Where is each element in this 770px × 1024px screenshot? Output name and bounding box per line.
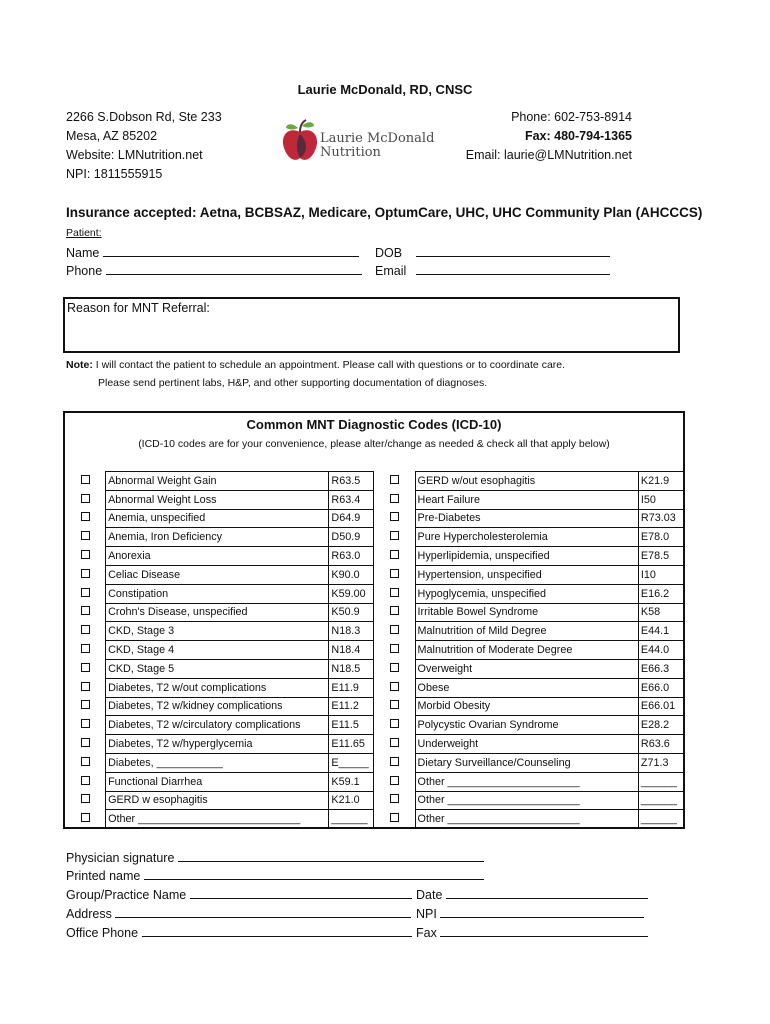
left-icd-code: E11.65	[329, 735, 374, 754]
printed-name-line[interactable]	[144, 867, 484, 880]
right-checkbox[interactable]	[374, 547, 415, 566]
code-row	[65, 528, 683, 547]
left-icd-code: E11.2	[329, 697, 374, 716]
right-icd-code: E78.0	[638, 528, 683, 547]
right-icd-code: E66.0	[638, 678, 683, 697]
patient-email-field[interactable]	[375, 262, 610, 278]
checkbox[interactable]	[390, 588, 399, 597]
code-row	[65, 641, 683, 660]
codes-subtitle: (ICD-10 codes are for your convenience, please alter/change as needed & check all that apply below)	[138, 438, 610, 450]
right-diagnosis: Obese	[415, 678, 638, 697]
physician-signature-field[interactable]	[66, 849, 484, 865]
nutrition-logo	[280, 116, 435, 166]
code-row	[65, 565, 683, 584]
right-diagnosis: Heart Failure	[415, 490, 638, 509]
left-diagnosis: CKD, Stage 3	[106, 622, 329, 641]
apple-icon	[280, 118, 320, 164]
email-label: Email	[375, 264, 407, 278]
left-icd-code: N18.4	[329, 641, 374, 660]
right-checkbox[interactable]	[374, 472, 415, 491]
checkbox[interactable]	[81, 588, 90, 597]
left-diagnosis: Abnormal Weight Loss	[106, 490, 329, 509]
left-icd-code: E11.5	[329, 716, 374, 735]
left-diagnosis: GERD w esophagitis	[106, 791, 329, 810]
email-address: Email: laurie@LMNutrition.net	[465, 148, 632, 162]
group-practice-field[interactable]	[66, 886, 412, 902]
fax-field[interactable]	[416, 924, 648, 940]
checkbox[interactable]	[81, 794, 90, 803]
right-diagnosis: Malnutrition of Moderate Degree	[415, 641, 638, 660]
note-line-1	[66, 359, 565, 371]
date-line[interactable]	[446, 886, 648, 899]
left-checkbox[interactable]	[65, 490, 106, 509]
left-icd-code: R63.0	[329, 547, 374, 566]
left-checkbox[interactable]	[65, 791, 106, 810]
left-checkbox[interactable]	[65, 528, 106, 547]
right-icd-code: ______	[638, 772, 683, 791]
left-icd-code: E11.9	[329, 678, 374, 697]
left-diagnosis: Diabetes, T2 w/kidney complications	[106, 697, 329, 716]
checkbox[interactable]	[390, 776, 399, 785]
right-icd-code: E16.2	[638, 584, 683, 603]
physician-signature-line[interactable]	[178, 849, 484, 862]
referral-reason-box[interactable]	[63, 297, 680, 353]
note-text-1: I will contact the patient to schedule an appointment. Please call with questions or to coordinate care.	[92, 359, 566, 371]
left-checkbox[interactable]	[65, 810, 106, 828]
checkbox[interactable]	[81, 682, 90, 691]
left-icd-code: D50.9	[329, 528, 374, 547]
checkbox[interactable]	[81, 738, 90, 747]
left-checkbox[interactable]	[65, 678, 106, 697]
left-diagnosis: Other ___________________________	[106, 810, 329, 828]
right-checkbox[interactable]	[374, 735, 415, 754]
npi-field[interactable]	[416, 905, 644, 921]
checkbox[interactable]	[390, 700, 399, 709]
left-diagnosis: Anemia, unspecified	[106, 509, 329, 528]
left-icd-code: D64.9	[329, 509, 374, 528]
code-row	[65, 547, 683, 566]
checkbox[interactable]	[81, 512, 90, 521]
code-row	[65, 622, 683, 641]
office-phone-label: Office Phone	[66, 926, 139, 940]
left-diagnosis: Anorexia	[106, 547, 329, 566]
right-checkbox[interactable]	[374, 622, 415, 641]
left-checkbox[interactable]	[65, 603, 106, 622]
left-checkbox[interactable]	[65, 659, 106, 678]
code-row	[65, 791, 683, 810]
address-field[interactable]	[66, 905, 411, 921]
code-row	[65, 735, 683, 754]
diagnostic-codes-section	[63, 411, 685, 829]
left-checkbox[interactable]	[65, 697, 106, 716]
printed-name-field[interactable]	[66, 867, 484, 883]
checkbox[interactable]	[390, 663, 399, 672]
printed-name-label: Printed name	[66, 869, 141, 883]
checkbox[interactable]	[390, 794, 399, 803]
right-diagnosis: Other ______________________	[415, 772, 638, 791]
right-icd-code: E66.3	[638, 659, 683, 678]
left-diagnosis: CKD, Stage 5	[106, 659, 329, 678]
checkbox[interactable]	[81, 531, 90, 540]
right-icd-code: Z71.3	[638, 753, 683, 772]
code-row	[65, 716, 683, 735]
right-diagnosis: Morbid Obesity	[415, 697, 638, 716]
logo-text-name: Laurie McDonald	[320, 131, 435, 146]
right-checkbox[interactable]	[374, 641, 415, 660]
group-practice-label: Group/Practice Name	[66, 888, 187, 902]
left-icd-code: K59.00	[329, 584, 374, 603]
right-diagnosis: Hypertension, unspecified	[415, 565, 638, 584]
left-icd-code: N18.3	[329, 622, 374, 641]
left-diagnosis: Crohn's Disease, unspecified	[106, 603, 329, 622]
website: Website: LMNutrition.net	[66, 148, 203, 162]
right-checkbox[interactable]	[374, 490, 415, 509]
code-row	[65, 584, 683, 603]
checkbox[interactable]	[390, 813, 399, 822]
fax-label: Fax	[416, 926, 437, 940]
logo-text-nutrition: Nutrition	[320, 145, 381, 160]
left-diagnosis: Diabetes, ___________	[106, 753, 329, 772]
left-icd-code: K90.0	[329, 565, 374, 584]
address-line-1: 2266 S.Dobson Rd, Ste 233	[66, 110, 222, 124]
code-row	[65, 810, 683, 828]
office-phone-field[interactable]	[66, 924, 412, 940]
right-diagnosis: Irritable Bowel Syndrome	[415, 603, 638, 622]
checkbox[interactable]	[390, 625, 399, 634]
dob-line[interactable]	[416, 244, 610, 257]
right-icd-code: E44.1	[638, 622, 683, 641]
left-diagnosis: Abnormal Weight Gain	[106, 472, 329, 491]
checkbox[interactable]	[81, 813, 90, 822]
left-diagnosis: Diabetes, T2 w/hyperglycemia	[106, 735, 329, 754]
left-checkbox[interactable]	[65, 547, 106, 566]
referral-reason-label: Reason for MNT Referral:	[67, 301, 210, 315]
fax-line[interactable]	[440, 924, 648, 937]
right-icd-code: E44.0	[638, 641, 683, 660]
date-label: Date	[416, 888, 443, 902]
code-row	[65, 659, 683, 678]
left-icd-code: K59.1	[329, 772, 374, 791]
right-diagnosis: Hyperlipidemia, unspecified	[415, 547, 638, 566]
checkbox[interactable]	[390, 682, 399, 691]
patient-phone-field[interactable]	[66, 262, 362, 278]
right-icd-code: I50	[638, 490, 683, 509]
left-diagnosis: CKD, Stage 4	[106, 641, 329, 660]
name-line[interactable]	[103, 244, 359, 257]
address-line-2: Mesa, AZ 85202	[66, 129, 158, 143]
checkbox[interactable]	[390, 757, 399, 766]
checkbox[interactable]	[390, 644, 399, 653]
checkbox[interactable]	[390, 550, 399, 559]
right-icd-code: E28.2	[638, 716, 683, 735]
left-checkbox[interactable]	[65, 622, 106, 641]
right-diagnosis: Malnutrition of Mild Degree	[415, 622, 638, 641]
right-diagnosis: GERD w/out esophagitis	[415, 472, 638, 491]
right-icd-code: E66.01	[638, 697, 683, 716]
right-diagnosis: Underweight	[415, 735, 638, 754]
left-diagnosis: Diabetes, T2 w/out complications	[106, 678, 329, 697]
patient-label: Patient:	[66, 227, 102, 239]
code-row	[65, 603, 683, 622]
npi-line[interactable]	[440, 905, 644, 918]
checkbox[interactable]	[390, 512, 399, 521]
left-checkbox[interactable]	[65, 641, 106, 660]
checkbox[interactable]	[390, 719, 399, 728]
left-icd-code: K21.0	[329, 791, 374, 810]
left-diagnosis: Constipation	[106, 584, 329, 603]
address-line[interactable]	[115, 905, 411, 918]
date-field[interactable]	[416, 886, 648, 902]
right-diagnosis: Polycystic Ovarian Syndrome	[415, 716, 638, 735]
right-icd-code: I10	[638, 565, 683, 584]
left-icd-code: R63.5	[329, 472, 374, 491]
left-icd-code: ______	[329, 810, 374, 828]
right-diagnosis: Other ______________________	[415, 810, 638, 828]
phone-number: Phone: 602-753-8914	[511, 110, 632, 124]
right-diagnosis: Other ______________________	[415, 791, 638, 810]
provider-title: Laurie McDonald, RD, CNSC	[297, 82, 473, 97]
left-diagnosis: Functional Diarrhea	[106, 772, 329, 791]
left-checkbox[interactable]	[65, 565, 106, 584]
checkbox[interactable]	[81, 494, 90, 503]
right-checkbox[interactable]	[374, 716, 415, 735]
codes-table	[65, 471, 683, 828]
right-diagnosis: Hypoglycemia, unspecified	[415, 584, 638, 603]
code-row	[65, 697, 683, 716]
note-text-2: Please send pertinent labs, H&P, and other supporting documentation of diagnoses.	[98, 377, 488, 389]
checkbox[interactable]	[81, 475, 90, 484]
note-label: Note:	[66, 359, 93, 371]
checkbox[interactable]	[390, 531, 399, 540]
checkbox[interactable]	[81, 757, 90, 766]
right-checkbox[interactable]	[374, 603, 415, 622]
checkbox[interactable]	[390, 606, 399, 615]
checkbox[interactable]	[81, 644, 90, 653]
office-phone-line[interactable]	[142, 924, 412, 937]
code-row	[65, 678, 683, 697]
right-icd-code: K58	[638, 603, 683, 622]
name-label: Name	[66, 246, 100, 260]
right-diagnosis: Pre-Diabetes	[415, 509, 638, 528]
email-line[interactable]	[416, 262, 610, 275]
checkbox[interactable]	[81, 550, 90, 559]
code-row	[65, 490, 683, 509]
patient-dob-field[interactable]	[375, 244, 610, 260]
left-diagnosis: Anemia, Iron Deficiency	[106, 528, 329, 547]
dob-label: DOB	[375, 246, 403, 260]
right-checkbox[interactable]	[374, 772, 415, 791]
left-checkbox[interactable]	[65, 716, 106, 735]
right-icd-code: E78.5	[638, 547, 683, 566]
left-checkbox[interactable]	[65, 472, 106, 491]
patient-name-field[interactable]	[66, 244, 359, 260]
right-icd-code: K21.9	[638, 472, 683, 491]
right-checkbox[interactable]	[374, 697, 415, 716]
phone-line[interactable]	[106, 262, 362, 275]
left-icd-code: N18.5	[329, 659, 374, 678]
phone-label: Phone	[66, 264, 103, 278]
code-row	[65, 472, 683, 491]
right-icd-code: R73.03	[638, 509, 683, 528]
checkbox[interactable]	[81, 700, 90, 709]
right-checkbox[interactable]	[374, 509, 415, 528]
right-diagnosis: Pure Hypercholesterolemia	[415, 528, 638, 547]
checkbox[interactable]	[81, 776, 90, 785]
right-icd-code: ______	[638, 791, 683, 810]
codes-title: Common MNT Diagnostic Codes (ICD-10)	[246, 417, 502, 432]
right-checkbox[interactable]	[374, 528, 415, 547]
right-icd-code: ______	[638, 810, 683, 828]
checkbox[interactable]	[390, 494, 399, 503]
fax-number: Fax: 480-794-1365	[524, 129, 632, 143]
left-icd-code: R63.4	[329, 490, 374, 509]
right-diagnosis: Overweight	[415, 659, 638, 678]
right-checkbox[interactable]	[374, 753, 415, 772]
checkbox[interactable]	[81, 606, 90, 615]
left-checkbox[interactable]	[65, 584, 106, 603]
left-checkbox[interactable]	[65, 753, 106, 772]
checkbox[interactable]	[390, 569, 399, 578]
code-row	[65, 509, 683, 528]
right-checkbox[interactable]	[374, 678, 415, 697]
insurance-accepted: Insurance accepted: Aetna, BCBSAZ, Medicare, OptumCare, UHC, UHC Community Plan (AHCCCS)	[66, 205, 703, 220]
checkbox[interactable]	[81, 569, 90, 578]
group-practice-line[interactable]	[190, 886, 412, 899]
checkbox[interactable]	[390, 738, 399, 747]
left-icd-code: E_____	[329, 753, 374, 772]
physician-signature-label: Physician signature	[66, 851, 175, 865]
right-diagnosis: Dietary Surveillance/Counseling	[415, 753, 638, 772]
left-icd-code: K50.9	[329, 603, 374, 622]
checkbox[interactable]	[81, 663, 90, 672]
left-checkbox[interactable]	[65, 772, 106, 791]
checkbox[interactable]	[81, 625, 90, 634]
left-checkbox[interactable]	[65, 509, 106, 528]
right-checkbox[interactable]	[374, 659, 415, 678]
right-checkbox[interactable]	[374, 565, 415, 584]
npi-number: NPI: 1811555915	[66, 167, 163, 181]
right-icd-code: R63.6	[638, 735, 683, 754]
right-checkbox[interactable]	[374, 584, 415, 603]
left-checkbox[interactable]	[65, 735, 106, 754]
code-row	[65, 772, 683, 791]
code-row	[65, 753, 683, 772]
right-checkbox[interactable]	[374, 791, 415, 810]
left-diagnosis: Celiac Disease	[106, 565, 329, 584]
left-diagnosis: Diabetes, T2 w/circulatory complications	[106, 716, 329, 735]
right-checkbox[interactable]	[374, 810, 415, 828]
checkbox[interactable]	[390, 475, 399, 484]
npi-label: NPI	[416, 907, 437, 921]
address-label: Address	[66, 907, 112, 921]
checkbox[interactable]	[81, 719, 90, 728]
